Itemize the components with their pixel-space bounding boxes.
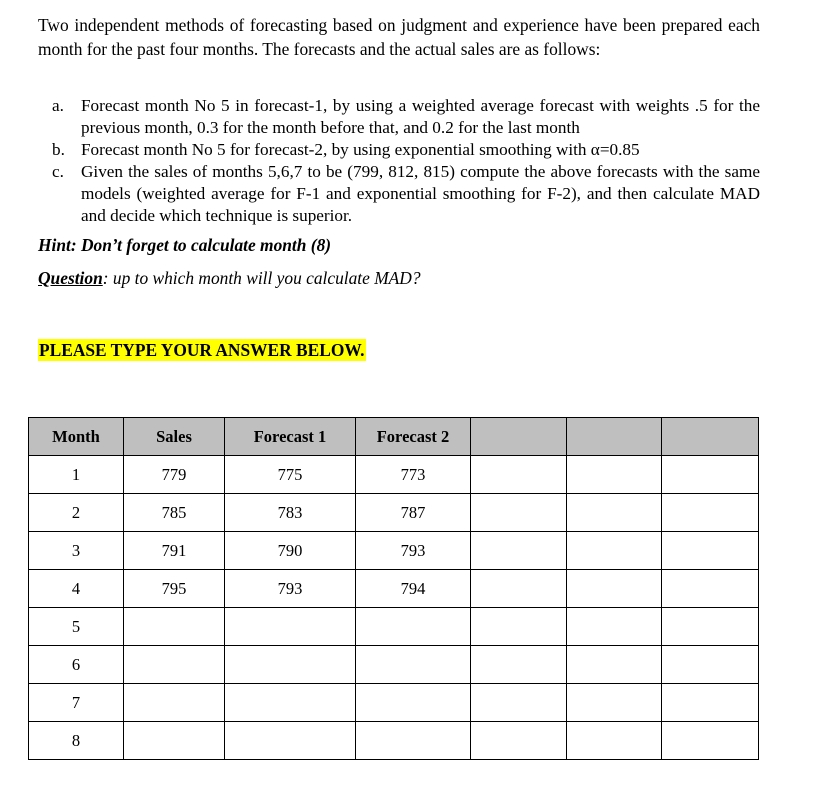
task-item-b [38, 139, 760, 161]
table-cell[interactable] [567, 494, 662, 532]
table-cell[interactable] [471, 646, 567, 684]
table-cell[interactable] [471, 684, 567, 722]
table-cell[interactable] [567, 570, 662, 608]
task-text: Given the sales of months 5,6,7 to be (799, 812, 815) compute the above forecasts with the same models (weighted average for F-1 and exponential smoothing for F-2), and then calculate MAD and decide which technique is superior. [81, 162, 760, 225]
table-row [29, 456, 759, 494]
table-cell: 783 [225, 494, 356, 532]
task-text: Forecast month No 5 in forecast-1, by using a weighted average forecast with weights .5 for the previous month, 0.3 for the month before that, and 0.2 for the last month [81, 96, 760, 137]
table-cell[interactable] [356, 722, 471, 760]
table-cell[interactable] [225, 646, 356, 684]
table-cell[interactable] [471, 532, 567, 570]
table-cell: 795 [124, 570, 225, 608]
table-cell: 794 [356, 570, 471, 608]
header-cell: Month [29, 418, 124, 456]
table-cell[interactable] [662, 646, 759, 684]
table-cell[interactable] [567, 646, 662, 684]
table-cell: 775 [225, 456, 356, 494]
table-cell: 793 [225, 570, 356, 608]
table-cell: 4 [29, 570, 124, 608]
header-cell[interactable] [567, 418, 662, 456]
task-item-a [38, 95, 760, 139]
task-item-c [38, 161, 760, 227]
table-cell[interactable] [124, 608, 225, 646]
hint-text: Hint: Don’t forget to calculate month (8) [38, 235, 332, 255]
answer-instruction: PLEASE TYPE YOUR ANSWER BELOW. [39, 340, 365, 360]
table-cell[interactable] [225, 684, 356, 722]
table-cell[interactable] [662, 570, 759, 608]
table-cell[interactable] [471, 722, 567, 760]
table-cell: 8 [29, 722, 124, 760]
table-cell: 6 [29, 646, 124, 684]
task-text: Forecast month No 5 for forecast-2, by using exponential smoothing with α=0.85 [81, 140, 640, 159]
table-cell[interactable] [225, 608, 356, 646]
table-cell[interactable] [471, 570, 567, 608]
header-cell: Sales [124, 418, 225, 456]
table-row [29, 532, 759, 570]
table-cell[interactable] [356, 608, 471, 646]
table-cell: 785 [124, 494, 225, 532]
table-cell[interactable] [124, 684, 225, 722]
table-cell: 7 [29, 684, 124, 722]
table-cell[interactable] [662, 456, 759, 494]
table-cell[interactable] [567, 684, 662, 722]
table-cell[interactable] [662, 684, 759, 722]
table-cell: 791 [124, 532, 225, 570]
table-cell: 3 [29, 532, 124, 570]
task-marker: a. [52, 96, 64, 115]
table-header-row [29, 418, 759, 456]
table-row [29, 646, 759, 684]
question-body: : up to which month will you calculate MAD? [102, 268, 421, 288]
table-row [29, 684, 759, 722]
table-cell: 787 [356, 494, 471, 532]
table-cell[interactable] [662, 608, 759, 646]
header-cell: Forecast 2 [356, 418, 471, 456]
table-cell[interactable] [356, 646, 471, 684]
table-row [29, 722, 759, 760]
table-row [29, 494, 759, 532]
table-cell[interactable] [662, 722, 759, 760]
task-list [38, 95, 760, 227]
question-text [38, 268, 421, 289]
table-cell[interactable] [567, 608, 662, 646]
question-label: Question [38, 268, 103, 288]
table-cell[interactable] [471, 608, 567, 646]
task-marker: b. [52, 140, 65, 159]
answer-table [28, 417, 759, 760]
table-cell: 779 [124, 456, 225, 494]
table-cell[interactable] [567, 532, 662, 570]
table-cell: 793 [356, 532, 471, 570]
table-cell: 1 [29, 456, 124, 494]
header-cell[interactable] [471, 418, 567, 456]
table-row [29, 608, 759, 646]
table-row [29, 570, 759, 608]
table-cell[interactable] [662, 532, 759, 570]
table-cell: 5 [29, 608, 124, 646]
table-cell: 790 [225, 532, 356, 570]
intro-paragraph: Two independent methods of forecasting based on judgment and experience have been prepared each month for the past four months. The forecasts and the actual sales are as follows: [38, 15, 760, 59]
table-cell: 773 [356, 456, 471, 494]
table-cell: 2 [29, 494, 124, 532]
table-cell[interactable] [225, 722, 356, 760]
table-cell[interactable] [662, 494, 759, 532]
header-cell: Forecast 1 [225, 418, 356, 456]
table-cell[interactable] [567, 456, 662, 494]
table-cell[interactable] [471, 456, 567, 494]
table-cell[interactable] [124, 722, 225, 760]
table-cell[interactable] [471, 494, 567, 532]
table-cell[interactable] [356, 684, 471, 722]
table-cell[interactable] [567, 722, 662, 760]
header-cell[interactable] [662, 418, 759, 456]
task-marker: c. [52, 162, 64, 181]
table-cell[interactable] [124, 646, 225, 684]
